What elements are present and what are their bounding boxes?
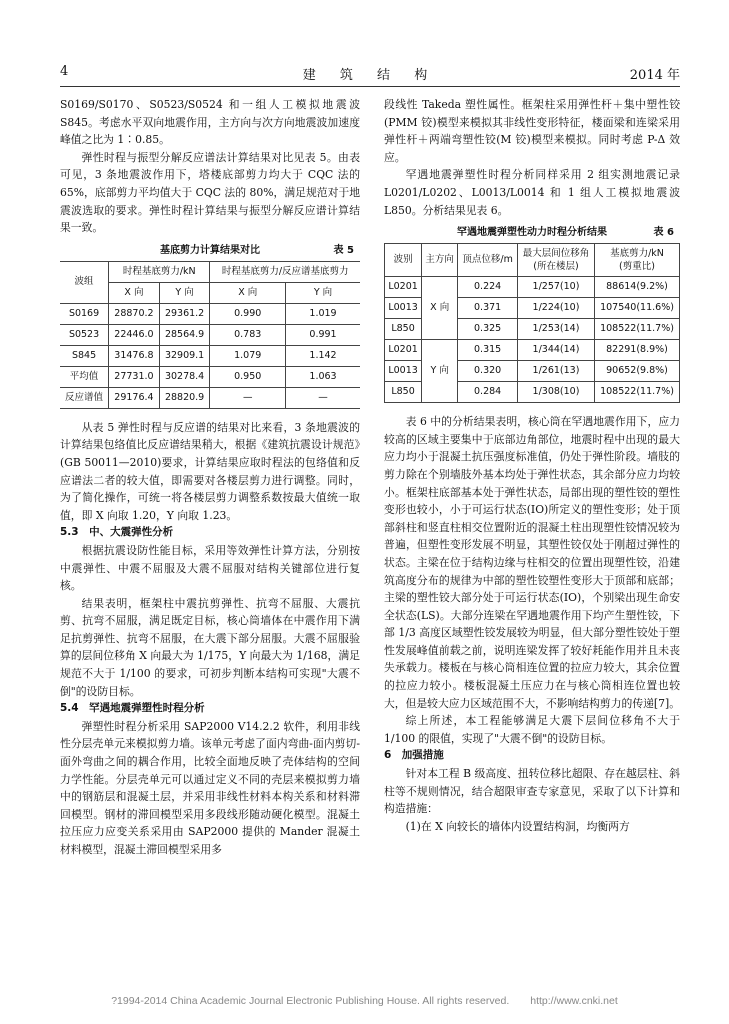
table-cell: S845 bbox=[60, 345, 109, 366]
left-paragraph-4: 根据抗震设防性能目标，采用等效弹性计算方法，分别按中震弹性、中震不屈服及大震不屈服对结构关键部位进行复核。 bbox=[60, 543, 360, 593]
table-cell: 28870.2 bbox=[109, 303, 160, 324]
section-heading-5-4: 5.4 罕遇地震弹塑性时程分析 bbox=[60, 702, 205, 715]
table-6-header-drift-line1: 最大层间位移角 bbox=[522, 248, 590, 260]
section-heading-5-3: 5.3 中、大震弹性分析 bbox=[60, 526, 174, 539]
table-5-title: 基底剪力计算结果对比 bbox=[160, 244, 260, 256]
table-row bbox=[385, 340, 680, 361]
table-5 bbox=[60, 241, 360, 409]
left-column bbox=[60, 96, 360, 859]
table-5-header-y: Y 向 bbox=[159, 282, 210, 303]
table-cell: 29361.2 bbox=[159, 303, 210, 324]
table-cell: 88614(9.2%) bbox=[595, 277, 680, 298]
table-cell: 反应谱值 bbox=[60, 387, 109, 408]
table-cell: L0201 bbox=[385, 277, 422, 298]
table-cell: 29176.4 bbox=[109, 387, 160, 408]
table-cell: S0523 bbox=[60, 324, 109, 345]
table-5-header-x: X 向 bbox=[210, 282, 286, 303]
table-row bbox=[60, 303, 360, 324]
table-5-number: 表 5 bbox=[333, 244, 354, 256]
table-cell: 1/308(10) bbox=[517, 382, 594, 403]
table-cell: 0.284 bbox=[458, 382, 518, 403]
left-paragraph-6: 弹塑性时程分析采用 SAP2000 V14.2.2 软件，利用非线性分层壳单元来模拟剪力墙。该单元考虑了面内弯曲-面内剪切-面外弯曲之间的耦合作用，比较全面地反映了壳体结构的空间力学性能。分层壳单元可以通过定义不同的壳层来模拟剪力墙中的钢筋层和混凝土层，并采用非线性材料本构关系和材料滞回模型。钢材的滞回模型采用多段线形随动硬化模型。混凝土拉压应力应变关系采用由 SAP2000 提供的 Mander 混凝土材料模型，混凝土滞回模型采用多 bbox=[60, 719, 360, 856]
left-paragraph-5: 结果表明，框架柱中震抗剪弹性、抗弯不屈服、大震抗剪、抗弯不屈服，满足既定目标，核心筒墙体在中震作用下满足抗剪弹性、抗弯不屈服，在大震下部分屈服。大震不屈服验算的层间位移角 X 向最大为 1/175，Y 向最大为 1/168，满足规范不大于 1/100 的要求，可初步判断本结构可实现"大震不倒"的设防目标。 bbox=[60, 596, 360, 698]
left-paragraph-1: S0169/S0170、S0523/S0524 和一组人工模拟地震波 S845。考虑水平双向地震作用，主方向与次方向地震波加速度峰值之比为 1∶0.85。 bbox=[60, 98, 360, 147]
journal-year: 2014 年 bbox=[629, 68, 680, 83]
table-cell: 22446.0 bbox=[109, 324, 160, 345]
right-paragraph-4: 综上所述，本工程能够满足大震下层间位移角不大于 1/100 的限值，实现了"大震不倒"的设防目标。 bbox=[384, 714, 680, 745]
table-5-header-ratio: 时程基底剪力/反应谱基底剪力 bbox=[210, 261, 360, 282]
table-cell: 108522(11.7%) bbox=[595, 319, 680, 340]
table-cell: L0013 bbox=[385, 361, 422, 382]
table-cell: L0013 bbox=[385, 298, 422, 319]
table-cell: 28820.9 bbox=[159, 387, 210, 408]
table-5-header-shear: 时程基底剪力/kN bbox=[109, 261, 210, 282]
page-number: 4 bbox=[60, 64, 69, 79]
table-cell: 1/261(13) bbox=[517, 361, 594, 382]
table-cell: 0.315 bbox=[458, 340, 518, 361]
table-6-header-shear-line2: (剪重比) bbox=[619, 261, 655, 273]
left-paragraph-2: 弹性时程与振型分解反应谱法计算结果对比见表 5。由表可见，3 条地震波作用下，塔楼底部剪力均大于 CQC 法的 65%，底部剪力平均值大于 CQC 法的 80%，满足规范对于地震波选取的要求。弹性时程计算结果与振型分解反应谱计算结果一致。 bbox=[60, 150, 360, 235]
table-6-header-direction: 主方向 bbox=[422, 244, 458, 277]
table-cell: — bbox=[286, 387, 360, 408]
table-cell: 30278.4 bbox=[159, 366, 210, 387]
table-cell: 27731.0 bbox=[109, 366, 160, 387]
header-rule bbox=[60, 86, 680, 87]
table-row bbox=[60, 387, 360, 408]
table-cell: 0.325 bbox=[458, 319, 518, 340]
table-cell-direction-x: X 向 bbox=[422, 277, 458, 340]
table-row bbox=[385, 277, 680, 298]
table-cell: 1.019 bbox=[286, 303, 360, 324]
table-cell: 0.991 bbox=[286, 324, 360, 345]
table-cell: 31476.8 bbox=[109, 345, 160, 366]
table-cell: 90652(9.8%) bbox=[595, 361, 680, 382]
left-paragraph-3: 从表 5 弹性时程与反应谱的结果对比来看，3 条地震波的计算结果包络值比反应谱结果稍大，根据《建筑抗震设计规范》(GB 50011—2010)要求，计算结果应取时程法的包络值和反应谱法二者的较大值，即需要对各楼层剪力进行调整。同时，为了简化操作，可统一将各楼层剪力调整系数按最大值统一取值，即 X 向取 1.20，Y 向取 1.23。 bbox=[60, 420, 360, 522]
table-cell: 1.079 bbox=[210, 345, 286, 366]
table-6-title: 罕遇地震弹塑性动力时程分析结果 bbox=[457, 227, 607, 239]
table-cell: 28564.9 bbox=[159, 324, 210, 345]
table-6-header-drift bbox=[517, 244, 594, 277]
page-header bbox=[60, 64, 680, 84]
table-cell: 1.063 bbox=[286, 366, 360, 387]
table-cell: 平均值 bbox=[60, 366, 109, 387]
table-6-header-displacement: 顶点位移/m bbox=[458, 244, 518, 277]
table-cell: 1/344(14) bbox=[517, 340, 594, 361]
table-cell: 1/253(14) bbox=[517, 319, 594, 340]
table-6-number: 表 6 bbox=[653, 227, 674, 239]
table-row bbox=[60, 366, 360, 387]
journal-title: 建 筑 结 构 bbox=[302, 68, 438, 83]
table-6 bbox=[384, 223, 680, 403]
right-paragraph-2: 罕遇地震弹塑性时程分析同样采用 2 组实测地震记录 L0201/L0202、L0013/L0014 和 1 组人工模拟地震波 L850。分析结果见表 6。 bbox=[384, 168, 680, 217]
section-heading-6: 6 加强措施 bbox=[384, 749, 444, 762]
table-cell: 107540(11.6%) bbox=[595, 298, 680, 319]
right-paragraph-6: (1)在 X 向较长的墙体内设置结构洞，均衡两方 bbox=[405, 819, 630, 833]
table-5-header-x: X 向 bbox=[109, 282, 160, 303]
table-5-header-case: 波组 bbox=[60, 261, 109, 303]
table-cell: 0.320 bbox=[458, 361, 518, 382]
table-cell: 32909.1 bbox=[159, 345, 210, 366]
table-cell: 108522(11.7%) bbox=[595, 382, 680, 403]
table-cell: 1.142 bbox=[286, 345, 360, 366]
table-cell: L850 bbox=[385, 319, 422, 340]
table-5-header-y: Y 向 bbox=[286, 282, 360, 303]
right-paragraph-1: 段线性 Takeda 塑性属性。框架柱采用弹性杆＋集中塑性铰(PMM 铰)模型来模拟其非线性变形特征，楼面梁和连梁采用弹性杆＋两端弯塑性铰(M 铰)模型来模拟。同时考虑 P-Δ 效应。 bbox=[384, 98, 680, 164]
right-paragraph-3: 表 6 中的分析结果表明，核心筒在罕遇地震作用下，应力较高的区域主要集中于底部边角部位，地震时程中出现的最大应力均小于混凝土抗压强度标准值，仍处于弹性阶段。墙肢的剪力除在个别墙肢外基本均处于弹性状态，其余部分应力均较小。框架柱底部基本处于弹性状态，局部出现的塑性铰的塑性变形也较小，小于可运行状态(IO)所定义的塑性变形；处于顶部斜柱和竖直柱相交位置附近的混凝土柱出现塑性铰情况较为普遍，但塑性变形发展不明显，其塑性铰仅处于刚超过弹性的状态。主梁在位于结构边缘与柱相交的位置出现塑性铰，沿建筑高度分布的规律为中部的塑性铰塑性变形大于顶部和底部；主梁的塑性铰大部分处于可运行状态(IO)，个别梁出现生命安全状态(LS)。大部分连梁在罕遇地震作用下均产生塑性铰，下部 1/3 高度区域塑性铰发展较为明显，但大部分塑性铰处于塑性发展峰值前载之前，说明连梁发挥了较好耗能作用并且未丧失承载力。楼板在与核心筒相连位置的拉应力较大，其余位置的拉应力较小。楼板混凝土压应力在与核心筒相连位置也较大，但是较大应力区域范围不大，不影响结构剪力的传递[7]。 bbox=[384, 415, 681, 710]
table-cell: S0169 bbox=[60, 303, 109, 324]
table-6-header-shear-line1: 基底剪力/kN bbox=[610, 248, 664, 260]
table-cell: 1/224(10) bbox=[517, 298, 594, 319]
table-6-caption bbox=[384, 223, 680, 243]
table-row bbox=[60, 345, 360, 366]
table-6-header-drift-line2: (所在楼层) bbox=[533, 261, 579, 273]
table-row bbox=[60, 324, 360, 345]
table-cell: L0201 bbox=[385, 340, 422, 361]
table-5-caption bbox=[60, 241, 360, 261]
right-column bbox=[384, 96, 680, 835]
table-cell: 0.950 bbox=[210, 366, 286, 387]
table-cell: 82291(8.9%) bbox=[595, 340, 680, 361]
copyright-footer: ?1994-2014 China Academic Journal Electronic Publishing House. All rights reserved. http://www.cnki.net bbox=[111, 995, 618, 1007]
table-cell: 0.371 bbox=[458, 298, 518, 319]
table-cell: L850 bbox=[385, 382, 422, 403]
table-6-header-wave: 波别 bbox=[385, 244, 422, 277]
table-cell: 0.224 bbox=[458, 277, 518, 298]
table-6-header-shear bbox=[595, 244, 680, 277]
table-cell: — bbox=[210, 387, 286, 408]
right-paragraph-5: 针对本工程 B 级高度、扭转位移比超限、存在越层柱、斜柱等不规则情况，结合超限审查专家意见，采取了以下计算和构造措施： bbox=[384, 767, 680, 816]
table-cell: 0.990 bbox=[210, 303, 286, 324]
table-cell-direction-y: Y 向 bbox=[422, 340, 458, 403]
table-cell: 1/257(10) bbox=[517, 277, 594, 298]
table-cell: 0.783 bbox=[210, 324, 286, 345]
